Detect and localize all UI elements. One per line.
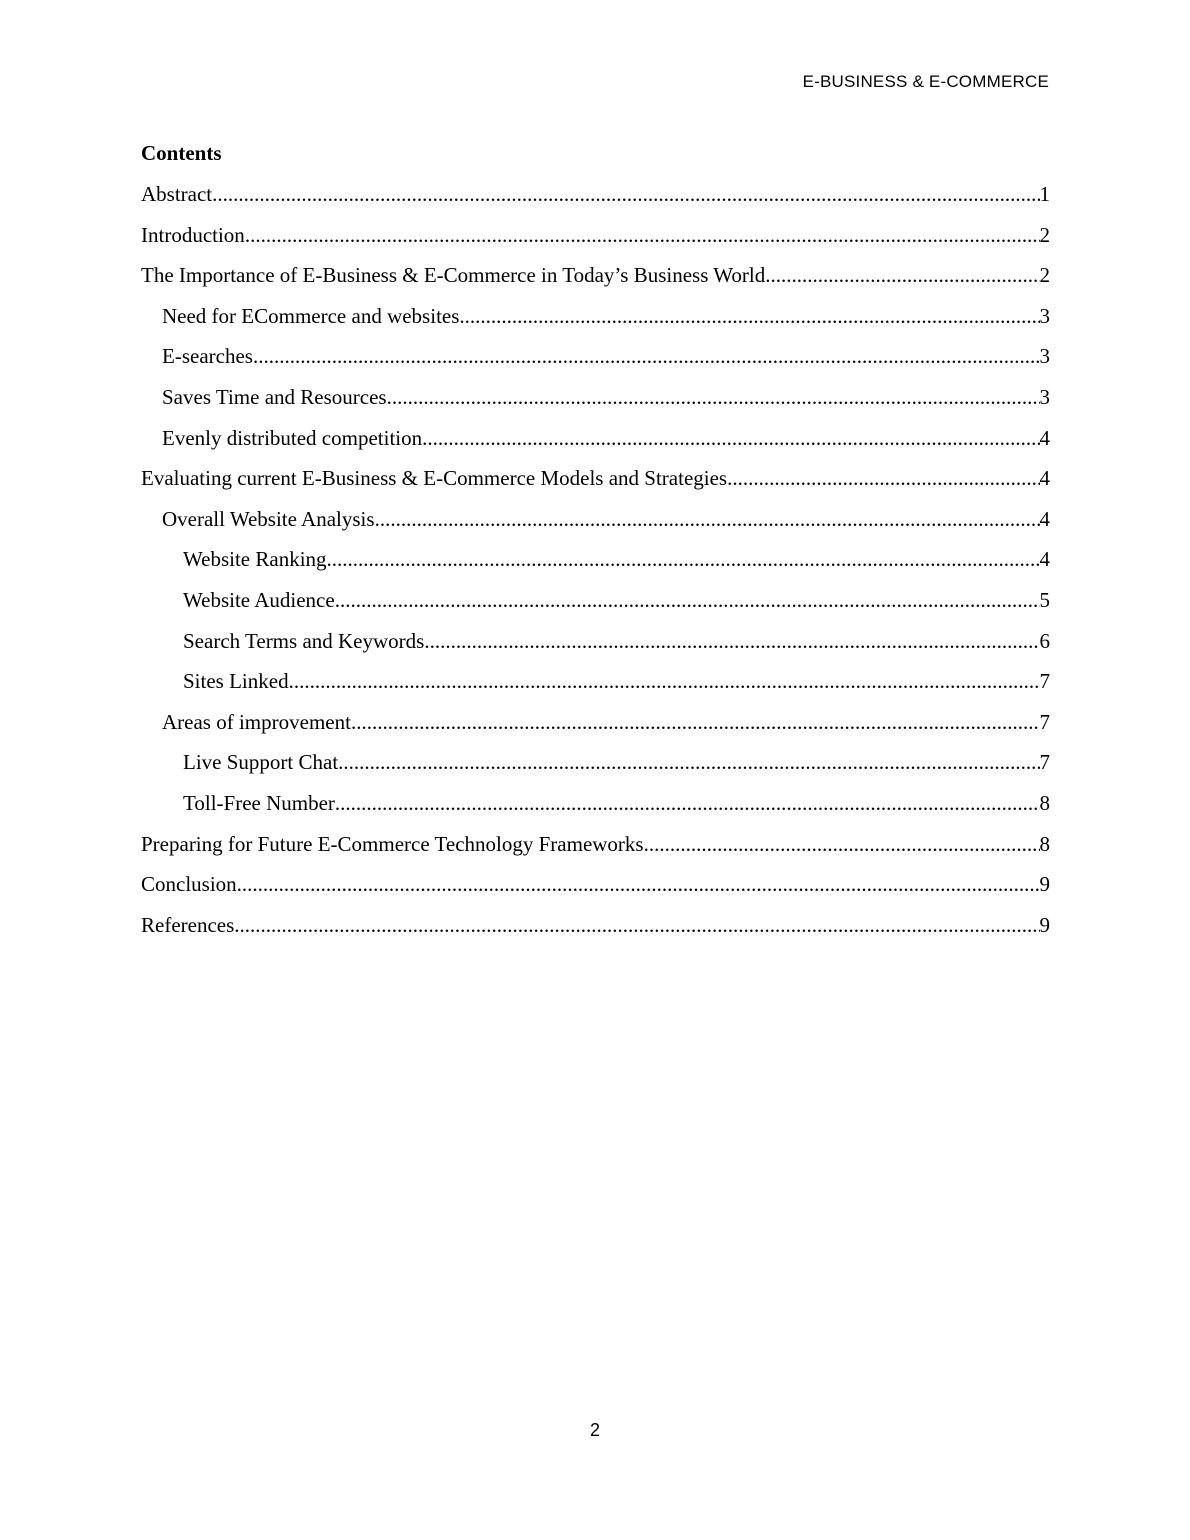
toc-entry-page: 4 bbox=[1039, 506, 1050, 531]
toc-dot-leader bbox=[338, 742, 1039, 782]
toc-entry-page: 6 bbox=[1039, 628, 1050, 653]
toc-entry-title: Abstract bbox=[141, 182, 213, 206]
toc-entry-page: 7 bbox=[1039, 750, 1050, 775]
toc-entry-page: 9 bbox=[1039, 872, 1050, 897]
toc-entry-page: 2 bbox=[1039, 222, 1050, 247]
toc-entry-page: 4 bbox=[1039, 425, 1050, 450]
toc-entry-page: 4 bbox=[1039, 466, 1050, 491]
toc-entry-title: Saves Time and Resources bbox=[162, 384, 387, 409]
toc-entry[interactable] bbox=[141, 661, 1050, 702]
toc-list bbox=[141, 174, 1050, 945]
toc-entry[interactable] bbox=[141, 499, 1050, 540]
toc-entry-page: 7 bbox=[1039, 669, 1050, 694]
running-header: E-BUSINESS & E-COMMERCE bbox=[802, 72, 1049, 91]
toc-dot-leader bbox=[727, 458, 1039, 498]
toc-dot-leader bbox=[253, 336, 1040, 376]
toc-entry-title: E-searches bbox=[162, 344, 253, 369]
toc-entry[interactable] bbox=[141, 905, 1050, 946]
toc-dot-leader bbox=[375, 499, 1040, 539]
toc-entry-title: Areas of improvement bbox=[162, 709, 351, 734]
toc-entry-page: 3 bbox=[1039, 384, 1050, 409]
toc-dot-leader bbox=[644, 824, 1040, 864]
toc-entry-title: Toll-Free Number bbox=[183, 790, 335, 815]
toc-entry[interactable] bbox=[141, 458, 1050, 499]
toc-entry-title: Evenly distributed competition bbox=[162, 425, 423, 450]
toc-entry-title: Introduction bbox=[141, 222, 245, 247]
toc-dot-leader bbox=[765, 255, 1039, 295]
toc-entry-page: 1 bbox=[1039, 182, 1050, 206]
toc-entry[interactable] bbox=[141, 336, 1050, 377]
toc-dot-leader bbox=[335, 580, 1040, 620]
toc-entry-title: Live Support Chat bbox=[183, 750, 339, 775]
toc-heading: Contents bbox=[141, 141, 222, 165]
toc-entry-title: Search Terms and Keywords bbox=[183, 628, 425, 653]
toc-dot-leader bbox=[335, 783, 1040, 823]
toc-entry-title: Overall Website Analysis bbox=[162, 506, 375, 531]
toc-entry-title: Evaluating current E-Business & E-Commerce Models and Strategies bbox=[141, 466, 728, 491]
toc-entry-page: 3 bbox=[1039, 303, 1050, 328]
toc-entry[interactable] bbox=[141, 580, 1050, 621]
toc-entry[interactable] bbox=[141, 418, 1050, 459]
toc-dot-leader bbox=[237, 864, 1040, 904]
toc-entry-page: 3 bbox=[1039, 344, 1050, 369]
toc-entry-title: Sites Linked bbox=[183, 669, 289, 694]
toc-dot-leader bbox=[234, 905, 1039, 945]
toc-entry[interactable] bbox=[141, 296, 1050, 337]
toc-entry-title: Website Audience bbox=[183, 587, 335, 612]
toc-entry-title: The Importance of E-Business & E-Commerce in Today’s Business World bbox=[141, 263, 766, 288]
toc-entry[interactable] bbox=[141, 783, 1050, 824]
toc-entry[interactable] bbox=[141, 377, 1050, 418]
toc-entry-page: 8 bbox=[1039, 831, 1050, 856]
toc-entry[interactable] bbox=[141, 255, 1050, 296]
toc-entry-title: Need for ECommerce and websites bbox=[162, 303, 460, 328]
table-of-contents bbox=[141, 138, 1050, 945]
toc-dot-leader bbox=[424, 621, 1039, 661]
toc-entry[interactable] bbox=[141, 742, 1050, 783]
toc-entry[interactable] bbox=[141, 539, 1050, 580]
toc-entry-page: 8 bbox=[1039, 790, 1050, 815]
toc-dot-leader bbox=[212, 174, 1039, 214]
toc-entry-page: 5 bbox=[1039, 587, 1050, 612]
toc-entry-page: 9 bbox=[1039, 912, 1050, 937]
page-number: 2 bbox=[589, 1420, 600, 1440]
toc-entry[interactable] bbox=[141, 621, 1050, 662]
toc-dot-leader bbox=[351, 702, 1040, 742]
toc-entry[interactable] bbox=[141, 215, 1050, 256]
toc-entry[interactable] bbox=[141, 174, 1050, 215]
toc-dot-leader bbox=[387, 377, 1040, 417]
toc-dot-leader bbox=[327, 539, 1040, 579]
toc-dot-leader bbox=[459, 296, 1039, 336]
toc-dot-leader bbox=[422, 418, 1039, 458]
toc-dot-leader bbox=[289, 661, 1040, 701]
toc-entry-page: 7 bbox=[1039, 709, 1050, 734]
toc-entry[interactable] bbox=[141, 824, 1050, 865]
toc-dot-leader bbox=[245, 215, 1040, 255]
toc-entry[interactable] bbox=[141, 702, 1050, 743]
toc-entry-title: Conclusion bbox=[141, 872, 237, 897]
toc-entry[interactable] bbox=[141, 864, 1050, 905]
toc-entry-page: 4 bbox=[1039, 547, 1050, 572]
toc-entry-title: Preparing for Future E-Commerce Technology Frameworks bbox=[141, 831, 644, 856]
toc-entry-title: References bbox=[141, 912, 235, 937]
toc-entry-title: Website Ranking bbox=[183, 547, 327, 572]
toc-entry-page: 2 bbox=[1039, 263, 1050, 288]
